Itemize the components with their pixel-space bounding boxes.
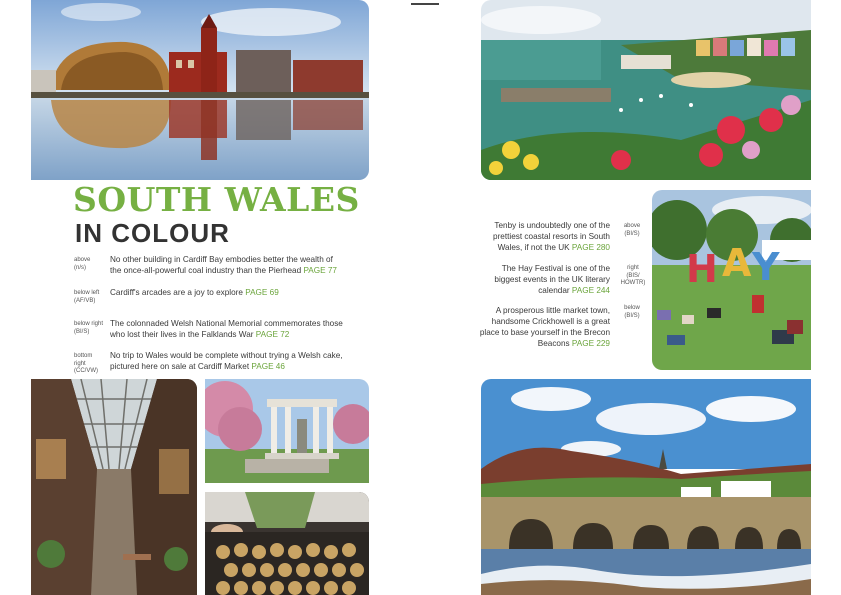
caption-tag-bottom-right [74,353,104,376]
caption-memorial [110,318,346,340]
caption-tag-line: right [627,265,639,271]
caption-text: The Hay Festival is one of the biggest events in the UK literary calendar [494,264,610,296]
page-reference: PAGE 229 [571,339,610,349]
caption-tag-right [618,265,648,288]
page-reference: PAGE 77 [303,266,337,276]
caption-tag-line: (BI/S) [74,328,90,335]
spread-title: SOUTH WALES [73,180,360,219]
caption-tenby [478,220,610,253]
caption-crickhowell [478,305,610,350]
caption-tag-above-right [618,223,646,238]
caption-tag-line: above [74,257,91,263]
caption-text: Cardiff's arcades are a joy to explore [110,288,243,297]
caption-tag-line: below [624,305,640,311]
hay-letter-a: A [722,241,752,285]
hay-festival-photo [652,190,811,370]
spread-subtitle: IN COLOUR [75,218,230,248]
page-reference: PAGE 244 [571,286,610,296]
caption-tag-line: (BI/S) [624,312,640,319]
crickhowell-bridge-photo [481,379,811,595]
caption-tag-line: bottom [74,353,93,359]
caption-tag-below [618,305,646,320]
caption-welsh-cake [110,350,346,372]
welsh-cakes-photo [205,492,369,595]
caption-tag-line: below right [74,321,104,327]
caption-tag-line: (CC/VW) [74,368,98,374]
caption-pierhead [110,254,346,276]
caption-tag-below-right [74,321,108,336]
hay-letter-y: Y [752,245,780,289]
caption-tag-line: HOWTR) [620,280,646,286]
caption-text: No trip to Wales would be complete without trying a Welsh cake, pictured here on sale at Cardiff Market [110,351,343,372]
caption-tag-above [74,257,100,272]
welsh-national-memorial-photo [205,379,369,483]
cardiff-bay-photo [31,0,369,180]
caption-tag-line: (AF/VB) [74,297,96,304]
caption-tag-below-left [74,290,104,305]
caption-tag-line: (BI/S) [624,230,640,237]
caption-hay-festival [478,263,610,296]
page-reference: PAGE 72 [255,330,290,340]
hay-letter-h: H [686,247,718,291]
caption-tag-line: (n/s) [74,264,86,271]
caption-text: No other building in Cardiff Bay embodies better the wealth of the once-all-powerful coal industry than the Pierhead [110,255,333,276]
page-top-rule [411,3,439,5]
cardiff-arcade-photo [31,379,197,595]
caption-text: Tenby is undoubtedly one of the prettiest coastal resorts in South Wales, if not the UK [493,221,610,253]
caption-arcades [110,287,346,298]
caption-tag-line: above [623,223,641,229]
tenby-photo [481,0,811,180]
caption-tag-line: right [74,360,86,367]
page-reference: PAGE 280 [571,243,610,253]
page-reference: PAGE 69 [245,288,279,297]
caption-text: A prosperous little market town, handsome Crickhowell is a great place to base yourself in the Brecon Beacons [479,306,610,349]
caption-text: The colonnaded Welsh National Memorial commemorates those who lost their lives in the Falklands War [110,319,343,340]
caption-tag-line: (BIS/ [626,272,640,279]
caption-tag-line: below left [74,290,100,296]
page-reference: PAGE 46 [251,362,285,372]
